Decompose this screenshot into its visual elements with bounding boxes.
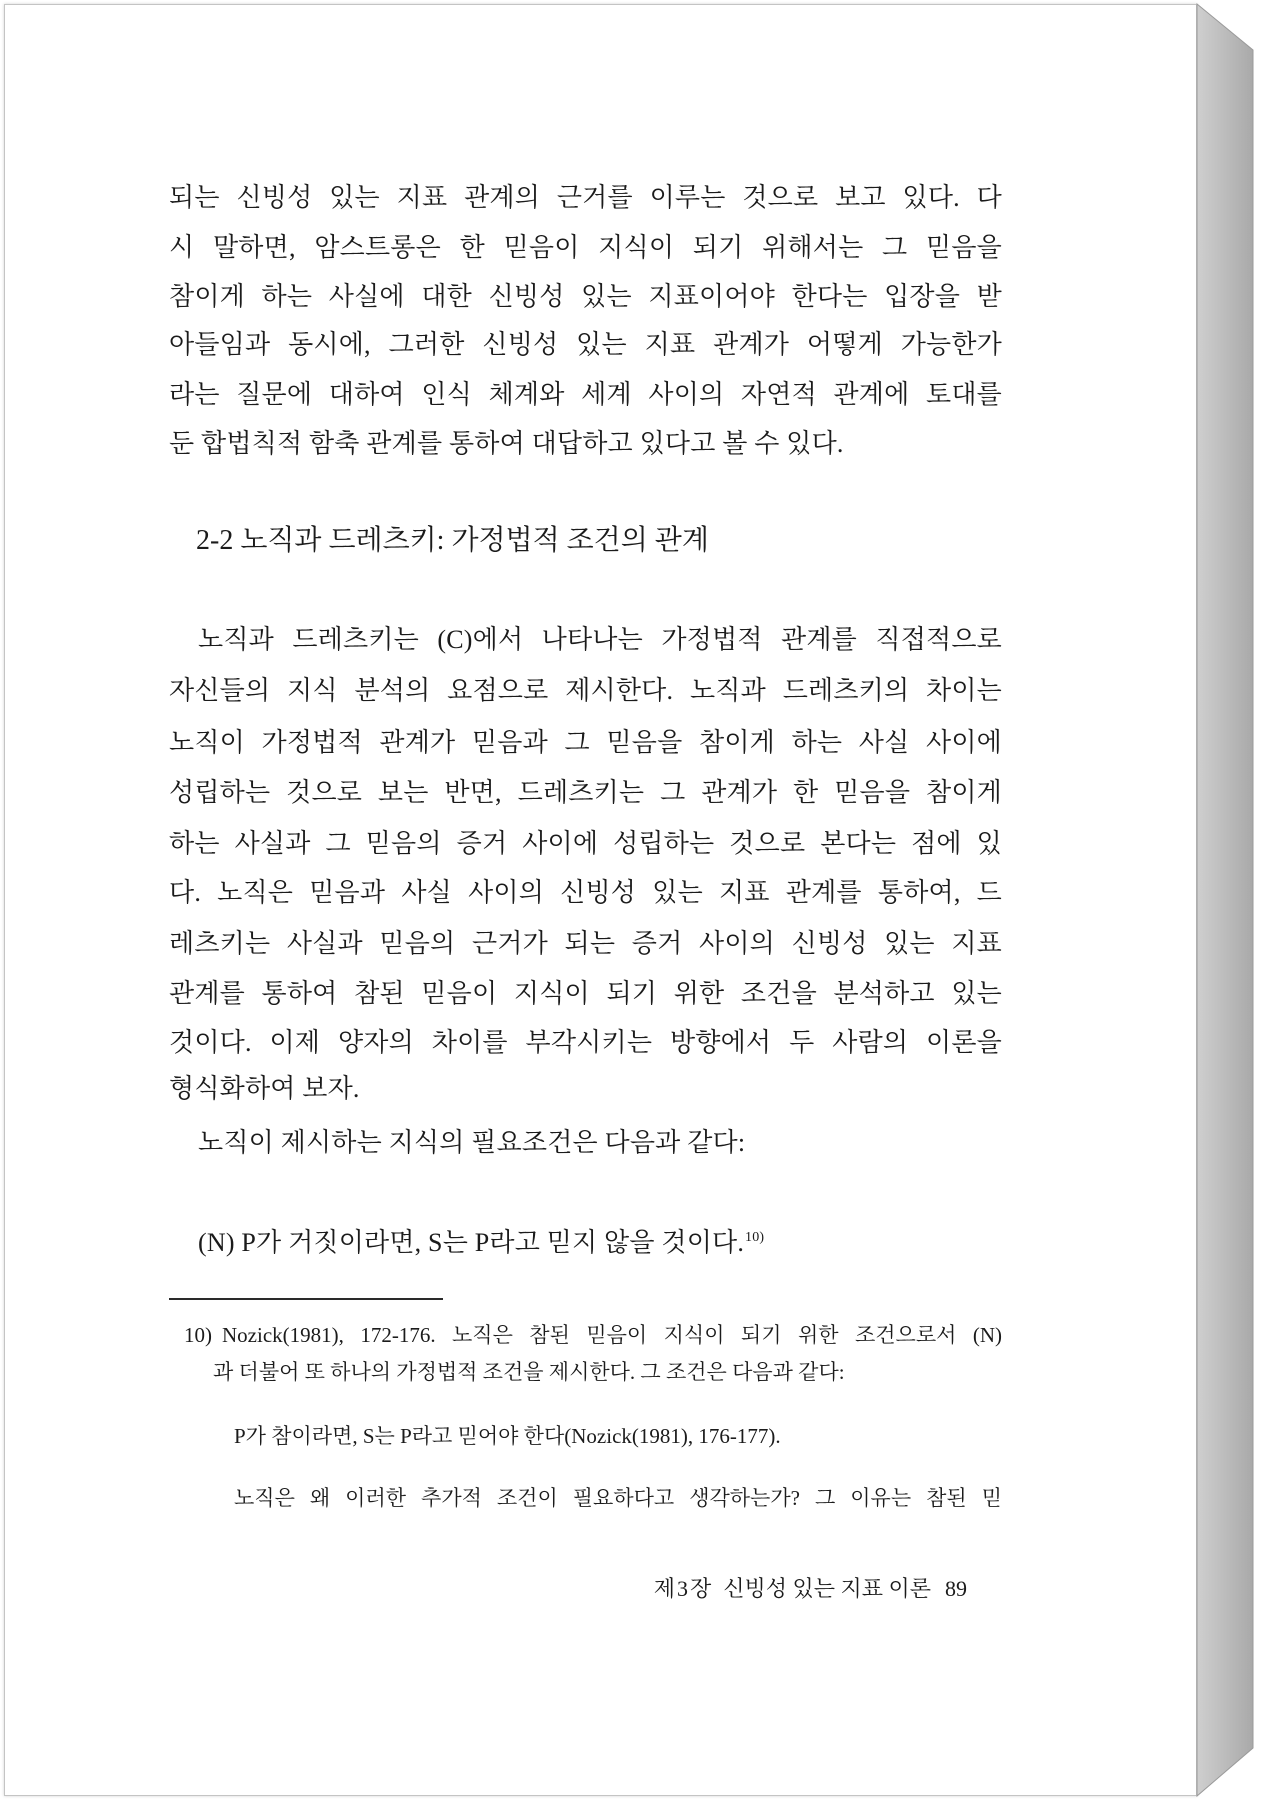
footnote-quote: P가 참이라면, S는 P라고 믿어야 한다(Nozick(1981), 176-177). [234,1424,781,1448]
footer-chapter: 제3장 [653,1576,714,1601]
body-line: 성립하는 것으로 보는 반면, 드레츠키는 그 관계가 한 믿음을 참이게 [169,778,1002,807]
running-footer [560,1574,967,1604]
footer-chapter-title: 신빙성 있는 지표 이론 [723,1576,931,1601]
page-number: 89 [945,1576,967,1601]
body-line: 노직이 제시하는 지식의 필요조건은 다음과 같다: [198,1128,746,1157]
body-line: 둔 합법칙적 함축 관계를 통하여 대답하고 있다고 볼 수 있다. [169,429,844,458]
body-line: 시 말하면, 암스트롱은 한 믿음이 지식이 되기 위해서는 그 믿음을 [169,233,1002,262]
body-line: 다. 노직은 믿음과 사실 사이의 신빙성 있는 지표 관계를 통하여, 드 [169,878,1002,907]
body-line: 레츠키는 사실과 믿음의 근거가 되는 증거 사이의 신빙성 있는 지표 [169,929,1002,958]
body-line: 하는 사실과 그 믿음의 증거 사이에 성립하는 것으로 본다는 점에 있 [169,829,1002,858]
footnote-line: 과 더불어 또 하나의 가정법적 조건을 제시한다. 그 조건은 다음과 같다: [213,1360,845,1384]
section-heading: 2-2 노직과 드레츠키: 가정법적 조건의 관계 [196,525,709,556]
footnote-reference: 10) [745,1230,765,1246]
body-line: 자신들의 지식 분석의 요점으로 제시한다. 노직과 드레츠키의 차이는 [169,676,1002,705]
body-line: 노직이 가정법적 관계가 믿음과 그 믿음을 참이게 하는 사실 사이에 [169,728,1002,757]
body-line: 것이다. 이제 양자의 차이를 부각시키는 방향에서 두 사람의 이론을 [169,1028,1002,1057]
body-line: 라는 질문에 대하여 인식 체계와 세계 사이의 자연적 관계에 토대를 [169,380,1002,409]
body-line: 관계를 통하여 참된 믿음이 지식이 되기 위한 조건을 분석하고 있는 [169,979,1002,1008]
footnote-continuation: 노직은 왜 이러한 추가적 조건이 필요하다고 생각하는가? 그 이유는 참된 믿 [234,1486,1002,1510]
footnote-marker: 10) [184,1323,212,1347]
footnote-separator [169,1298,443,1300]
condition-n [198,1223,1002,1263]
body-line: 형식화하여 보자. [169,1074,360,1103]
body-line: 노직과 드레츠키는 (C)에서 나타나는 가정법적 관계를 직접적으로 [198,625,1002,654]
condition-n-text: (N) P가 거짓이라면, S는 P라고 믿지 않을 것이다. [198,1228,745,1257]
body-line: 참이게 하는 사실에 대한 신빙성 있는 지표이어야 한다는 입장을 받 [169,282,1002,311]
body-line: 되는 신빙성 있는 지표 관계의 근거를 이루는 것으로 보고 있다. 다 [169,183,1002,212]
body-line: 아들임과 동시에, 그러한 신빙성 있는 지표 관계가 어떻게 가능한가 [169,330,1002,359]
footnote-line: Nozick(1981), 172-176. 노직은 참된 믿음이 지식이 되기 위한 조건으로서 (N) [222,1323,1002,1347]
